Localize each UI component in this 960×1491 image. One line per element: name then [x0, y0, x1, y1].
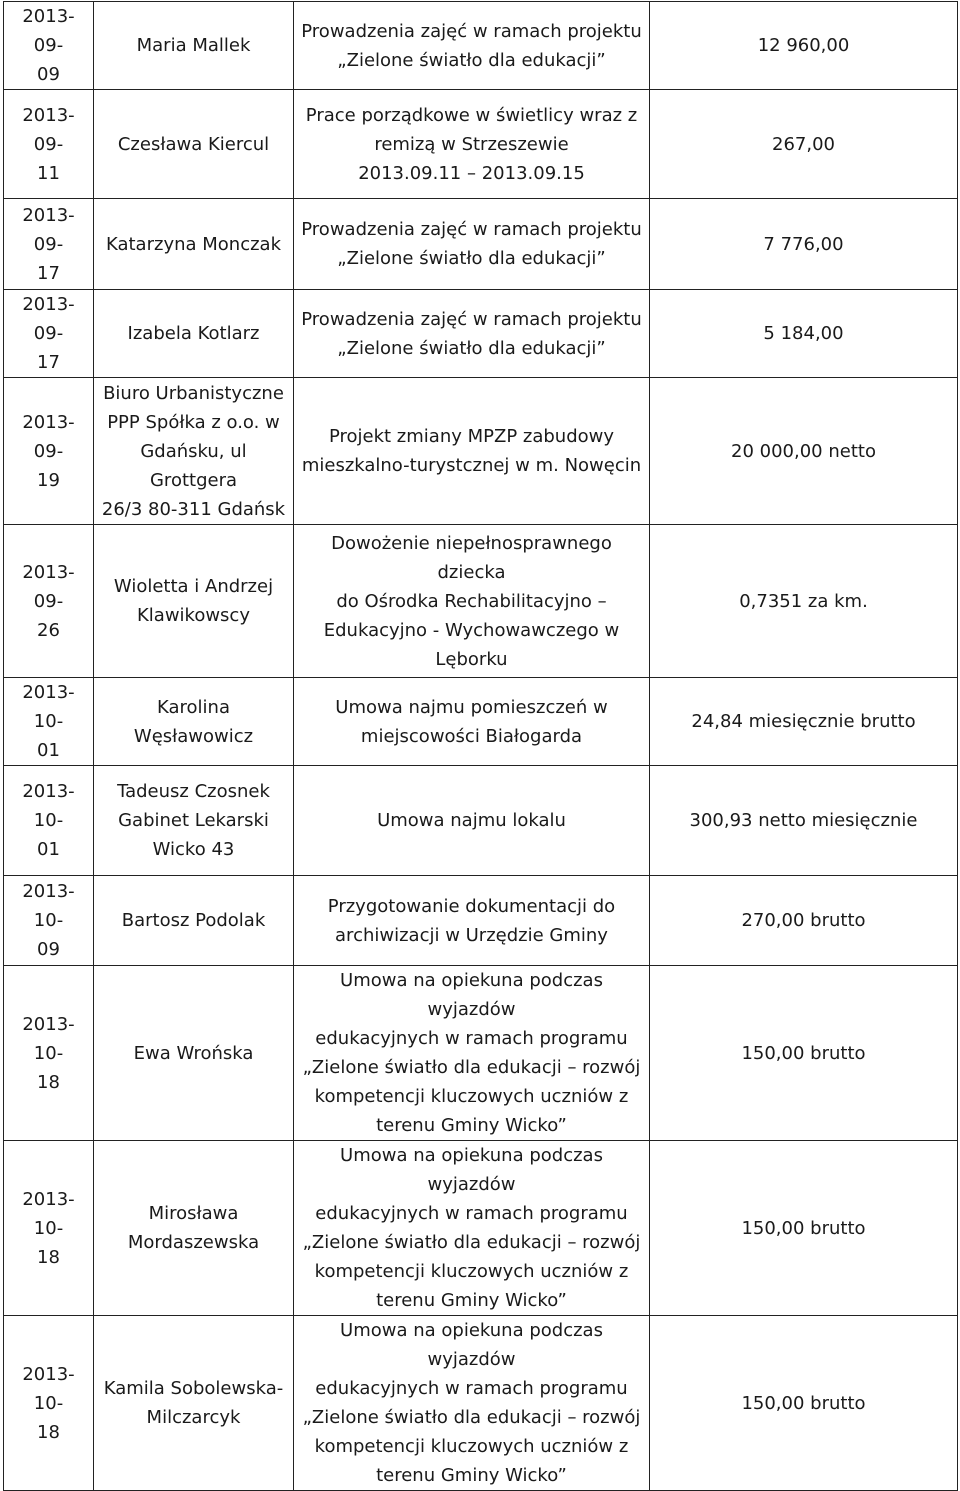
description-cell: Przygotowanie dokumentacji do archiwizacji w Urzędzie Gminy [294, 876, 650, 966]
description-cell: Prowadzenia zajęć w ramach projektu „Zielone światło dla edukacji” [294, 290, 650, 378]
date-cell: 2013-09- 26 [4, 525, 94, 678]
table-row [4, 966, 958, 1141]
amount-cell: 150,00 brutto [650, 1141, 958, 1316]
date-cell: 2013-10- 18 [4, 966, 94, 1141]
contractor-cell: Czesława Kiercul [94, 90, 294, 199]
amount-cell: 270,00 brutto [650, 876, 958, 966]
contractor-cell: Maria Mallek [94, 2, 294, 90]
description-cell: Umowa na opiekuna podczas wyjazdów edukacyjnych w ramach programu „Zielone światło dla edukacji – rozwój kompetencji kluczowych uczniów z terenu Gminy Wicko” [294, 1141, 650, 1316]
amount-cell: 300,93 netto miesięcznie [650, 766, 958, 876]
contracts-table [3, 1, 958, 1491]
amount-cell: 150,00 brutto [650, 1316, 958, 1491]
table-row [4, 1316, 958, 1491]
description-cell: Umowa na opiekuna podczas wyjazdów edukacyjnych w ramach programu „Zielone światło dla edukacji – rozwój kompetencji kluczowych uczniów z terenu Gminy Wicko” [294, 966, 650, 1141]
table-row [4, 378, 958, 525]
description-cell: Prace porządkowe w świetlicy wraz z remizą w Strzeszewie 2013.09.11 – 2013.09.15 [294, 90, 650, 199]
table-row [4, 876, 958, 966]
contractor-cell: Wioletta i Andrzej Klawikowscy [94, 525, 294, 678]
date-cell: 2013-09- 19 [4, 378, 94, 525]
table-row [4, 199, 958, 290]
description-cell: Umowa na opiekuna podczas wyjazdów edukacyjnych w ramach programu „Zielone światło dla edukacji – rozwój kompetencji kluczowych uczniów z terenu Gminy Wicko” [294, 1316, 650, 1491]
contractor-cell: Karolina Węsławowicz [94, 678, 294, 766]
amount-cell: 20 000,00 netto [650, 378, 958, 525]
contractor-cell: Bartosz Podolak [94, 876, 294, 966]
table-row [4, 766, 958, 876]
amount-cell: 267,00 [650, 90, 958, 199]
date-cell: 2013-10- 18 [4, 1316, 94, 1491]
contractor-cell: Ewa Wrońska [94, 966, 294, 1141]
contractor-cell: Biuro Urbanistyczne PPP Spółka z o.o. w Gdańsku, ul Grottgera 26/3 80-311 Gdańsk [94, 378, 294, 525]
contractor-cell: Mirosława Mordaszewska [94, 1141, 294, 1316]
description-cell: Umowa najmu lokalu [294, 766, 650, 876]
date-cell: 2013-09- 17 [4, 290, 94, 378]
table-row [4, 2, 958, 90]
amount-cell: 0,7351 za km. [650, 525, 958, 678]
description-cell: Dowożenie niepełnosprawnego dziecka do Ośrodka Rechabilitacyjno – Edukacyjno - Wychowawczego w Lęborku [294, 525, 650, 678]
date-cell: 2013-10- 01 [4, 678, 94, 766]
table-row [4, 90, 958, 199]
contractor-cell: Katarzyna Monczak [94, 199, 294, 290]
amount-cell: 12 960,00 [650, 2, 958, 90]
table-row [4, 290, 958, 378]
amount-cell: 7 776,00 [650, 199, 958, 290]
description-cell: Prowadzenia zajęć w ramach projektu „Zielone światło dla edukacji” [294, 2, 650, 90]
description-cell: Projekt zmiany MPZP zabudowy mieszkalno-turystcznej w m. Nowęcin [294, 378, 650, 525]
date-cell: 2013-10- 01 [4, 766, 94, 876]
date-cell: 2013-10- 09 [4, 876, 94, 966]
description-cell: Umowa najmu pomieszczeń w miejscowości Białogarda [294, 678, 650, 766]
description-cell: Prowadzenia zajęć w ramach projektu „Zielone światło dla edukacji” [294, 199, 650, 290]
amount-cell: 150,00 brutto [650, 966, 958, 1141]
contractor-cell: Izabela Kotlarz [94, 290, 294, 378]
date-cell: 2013-09- 09 [4, 2, 94, 90]
amount-cell: 24,84 miesięcznie brutto [650, 678, 958, 766]
amount-cell: 5 184,00 [650, 290, 958, 378]
table-row [4, 678, 958, 766]
contractor-cell: Tadeusz Czosnek Gabinet Lekarski Wicko 43 [94, 766, 294, 876]
date-cell: 2013-10- 18 [4, 1141, 94, 1316]
contractor-cell: Kamila Sobolewska- Milczarcyk [94, 1316, 294, 1491]
table-row [4, 1141, 958, 1316]
date-cell: 2013-09- 11 [4, 90, 94, 199]
table-row [4, 525, 958, 678]
date-cell: 2013-09- 17 [4, 199, 94, 290]
